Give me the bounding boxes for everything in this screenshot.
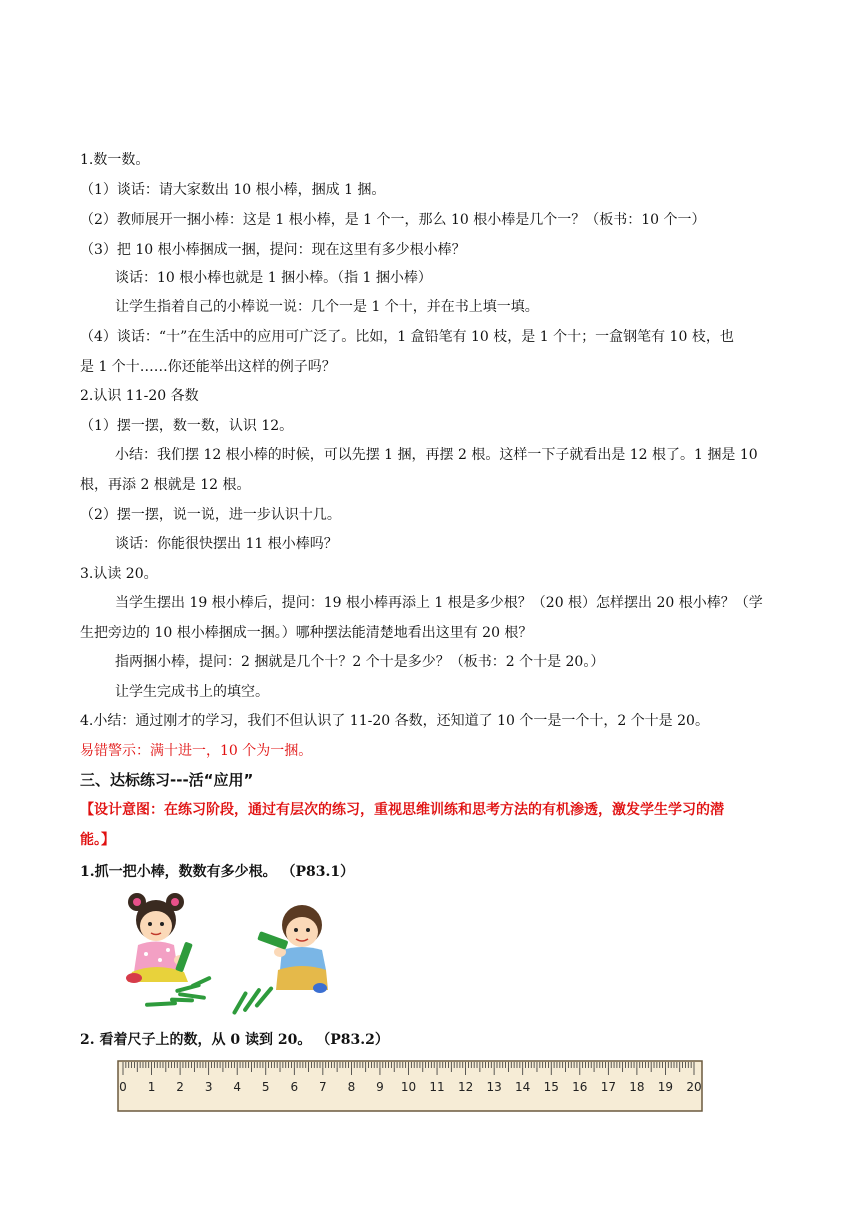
paragraph: 让学生完成书上的填空。 [115, 684, 269, 700]
design-intent-cont: 能。】 [80, 832, 115, 848]
ruler-label: 12 [457, 1080, 474, 1094]
exercise-1: 1.抓一把小棒，数数有多少根。 （P83.1） [80, 864, 355, 880]
section-2-heading: 2.认识 11-20 各数 [80, 388, 199, 404]
paragraph: 是 1 个十……你还能举出这样的例子吗？ [80, 359, 336, 375]
exercise-2: 2. 看着尺子上的数，从 0 读到 20。 （P83.2） [80, 1032, 389, 1048]
ruler-label: 5 [261, 1080, 270, 1094]
paragraph: 让学生指着自己的小棒说一说：几个一是 1 个十，并在书上填一填。 [115, 299, 539, 315]
paragraph: 谈话：10 根小棒也就是 1 捆小棒。（指 1 捆小棒） [115, 270, 432, 286]
paragraph: 指两捆小棒，提问：2 捆就是几个十？2 个十是多少？（板书：2 个十是 20。） [115, 654, 605, 670]
section-title-practice: 三、达标练习---活“应用” [80, 771, 254, 789]
children-with-sticks-illustration [120, 890, 335, 1015]
ruler-label: 3 [204, 1080, 213, 1094]
boy-figure [274, 905, 328, 993]
ruler-label: 2 [176, 1080, 184, 1094]
paragraph: 当学生摆出 19 根小棒后，提问：19 根小棒再添上 1 根是多少根？（20 根）怎样摆出 20 根小棒？（学 [115, 595, 763, 611]
paragraph: 谈话：你能很快摆出 11 根小棒吗？ [115, 536, 338, 552]
paragraph: 小结：我们摆 12 根小棒的时候，可以先摆 1 捆，再摆 2 根。这样一下子就看出是 12 根了。1 捆是 10 [115, 447, 758, 463]
ruler-label: 15 [543, 1080, 559, 1094]
ruler-label: 17 [600, 1080, 616, 1094]
paragraph: （4）谈话：“十”在生活中的应用可广泛了。比如，1 盒铅笔有 10 枝，是 1 个十；一盒钢笔有 10 枝，也 [80, 329, 734, 345]
ruler-illustration [117, 1060, 703, 1112]
ruler-label: 14 [515, 1080, 531, 1094]
error-warning: 易错警示：满十进一，10 个为一捆。 [80, 743, 313, 759]
paragraph: （2）摆一摆，说一说，进一步认识十几。 [80, 507, 341, 523]
section-1-heading: 1.数一数。 [80, 152, 150, 168]
ruler-label: 19 [657, 1080, 674, 1094]
ruler-label: 11 [429, 1080, 445, 1094]
ruler-label: 6 [290, 1080, 299, 1094]
ruler-label: 13 [486, 1080, 502, 1094]
ruler-label: 1 [147, 1080, 156, 1094]
section-3-heading: 3.认读 20。 [80, 566, 158, 582]
ruler-label: 16 [572, 1080, 588, 1094]
paragraph: （1）摆一摆，数一数，认识 12。 [80, 418, 294, 434]
paragraph: 生把旁边的 10 根小棒捆成一捆。）哪种摆法能清楚地看出这里有 20 根？ [80, 625, 533, 641]
ruler-label: 4 [233, 1080, 242, 1094]
ruler-label: 9 [376, 1080, 384, 1094]
ruler-label: 0 [119, 1080, 127, 1094]
ruler-label: 18 [629, 1080, 645, 1094]
ruler-label: 8 [347, 1080, 356, 1094]
design-intent: 【设计意图：在练习阶段，通过有层次的练习，重视思维训练和思考方法的有机渗透，激发学生学习的潜 [80, 802, 724, 818]
paragraph: 根，再添 2 根就是 12 根。 [80, 477, 251, 493]
paragraph: （1）谈话：请大家数出 10 根小棒，捆成 1 捆。 [80, 182, 386, 198]
ruler-label: 10 [400, 1080, 417, 1094]
paragraph: （2）教师展开一捆小棒：这是 1 根小棒，是 1 个一，那么 10 根小棒是几个一？（板书：10 个一） [80, 212, 706, 228]
ruler-label: 7 [319, 1080, 327, 1094]
ruler-label: 20 [686, 1080, 702, 1094]
summary-paragraph: 4.小结：通过刚才的学习，我们不但认识了 11-20 各数，还知道了 10 个一是一个十，2 个十是 20。 [80, 713, 709, 729]
paragraph: （3）把 10 根小棒捆成一捆，提问：现在这里有多少根小棒？ [80, 242, 466, 258]
